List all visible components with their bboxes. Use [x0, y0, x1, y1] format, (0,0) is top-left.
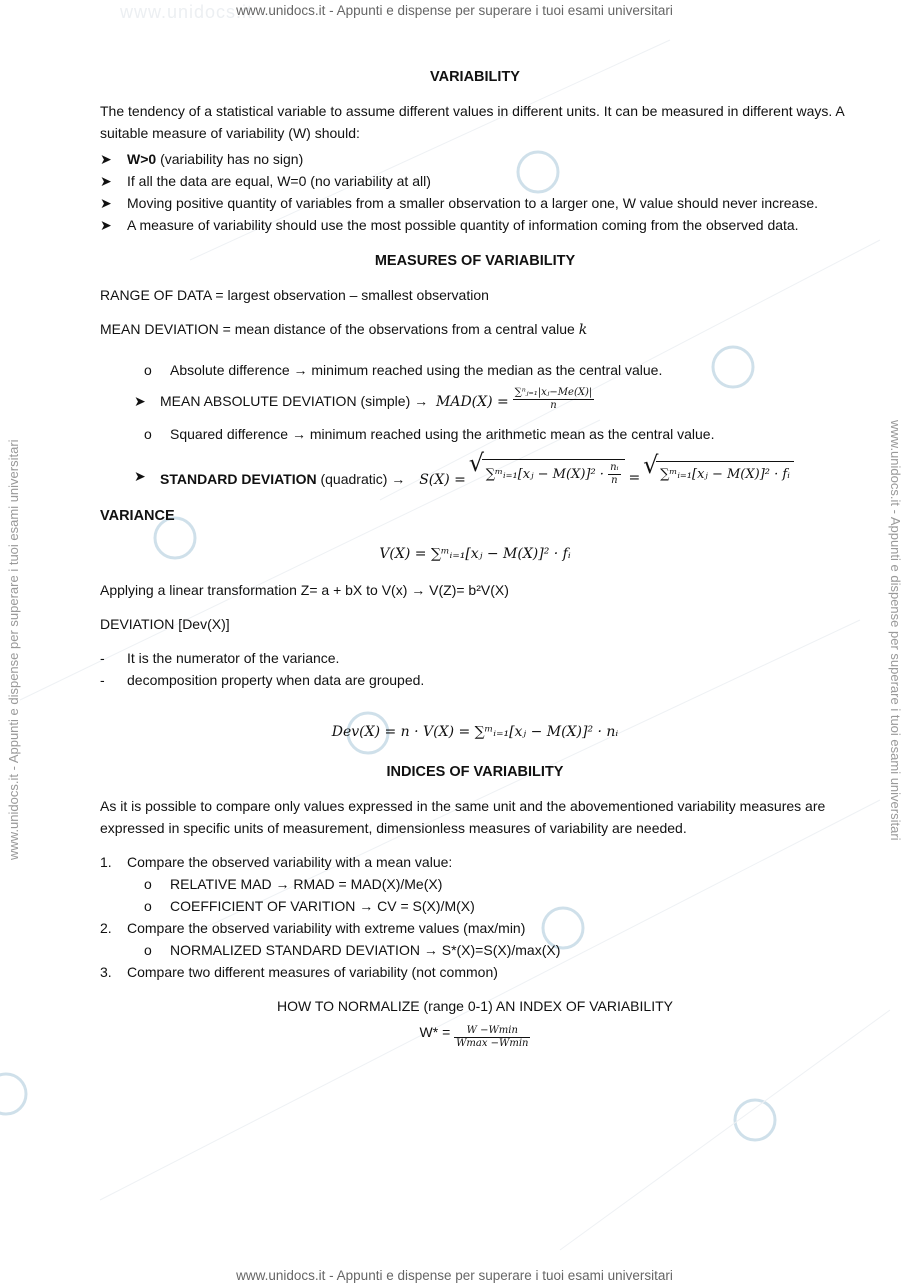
list-item-text: RELATIVE MAD → RMAD = MAD(X)/Me(X)	[170, 876, 443, 892]
circle-bullet-icon: o	[144, 942, 152, 958]
mean-deviation-definition	[100, 318, 850, 341]
normalize-denominator: Wmax −Wmin	[456, 1038, 529, 1049]
range-definition: RANGE OF DATA = largest observation – smallest observation	[100, 287, 489, 303]
arrowhead-bullet-icon: ➤	[134, 468, 146, 484]
sd-equals: =	[628, 470, 641, 486]
squared-difference-item	[100, 423, 850, 445]
sd-label: (quadratic) →	[316, 471, 406, 487]
list-item	[100, 192, 850, 214]
arrowhead-bullet-icon: ➤	[100, 217, 112, 233]
sd-frac-numerator: nᵢ	[610, 462, 619, 473]
list-item-text: decomposition property when data are grouped.	[127, 672, 425, 688]
list-item	[100, 961, 850, 983]
list-item-text: Compare two different measures of variability (not common)	[127, 964, 498, 980]
sd-root-2: √ ∑ᵐᵢ₌₁[xⱼ − M(X)]² · fᵢ	[656, 461, 794, 486]
list-item	[100, 851, 850, 873]
dash-bullet-icon: -	[100, 672, 105, 688]
watermark-bottom: www.unidocs.it - Appunti e dispense per superare i tuoi esami universitari	[236, 1268, 673, 1283]
list-item-text: (variability has no sign)	[156, 151, 304, 167]
absolute-difference-text: Absolute difference → minimum reached using the median as the central value.	[170, 362, 663, 378]
list-item-text: Compare the observed variability with a mean value:	[127, 854, 453, 870]
list-number: 1.	[100, 854, 112, 870]
sd-label-bold: STANDARD DEVIATION	[160, 471, 317, 487]
section-title-measures: MEASURES OF VARIABILITY	[374, 253, 576, 269]
mean-deviation-k: k	[578, 322, 588, 338]
squared-difference-text: Squared difference → minimum reached using the arithmetic mean as the central value.	[170, 426, 715, 442]
list-item	[100, 939, 850, 961]
mad-formula-fraction	[513, 387, 595, 412]
sd-formula-lhs: S(X) =	[419, 472, 466, 488]
normalize-title: HOW TO NORMALIZE (range 0-1) AN INDEX OF VARIABILITY	[277, 998, 673, 1014]
absolute-difference-item	[100, 359, 850, 381]
mad-denominator: n	[550, 400, 557, 411]
arrowhead-bullet-icon: ➤	[100, 173, 112, 189]
list-number: 2.	[100, 920, 112, 936]
circle-bullet-icon: o	[144, 876, 152, 892]
linear-transformation: Applying a linear transformation Z= a + bX to V(x) → V(Z)= b²V(X)	[100, 582, 509, 598]
standard-deviation-item	[100, 459, 850, 491]
document-body	[100, 66, 850, 1050]
list-item	[100, 873, 850, 895]
watermark-ghost: www.unidocs.it	[120, 2, 254, 22]
watermark-right: www.unidocs.it - Appunti e dispense per superare i tuoi esami universitari	[888, 420, 903, 841]
list-item	[100, 895, 850, 917]
watermark-left: www.unidocs.it - Appunti e dispense per superare i tuoi esami universitari	[6, 439, 21, 860]
deviation-list	[100, 647, 850, 691]
dash-bullet-icon: -	[100, 650, 105, 666]
intro-paragraph: The tendency of a statistical variable to assume different values in different units. It can be measured in different ways. A suitable measure of variability (W) should:	[100, 103, 844, 141]
arrowhead-bullet-icon: ➤	[134, 393, 146, 409]
list-item-text: If all the data are equal, W=0 (no variability at all)	[127, 173, 431, 189]
mad-formula-lhs: MAD(X) =	[436, 394, 509, 411]
list-item	[100, 669, 850, 691]
list-item-text: NORMALIZED STANDARD DEVIATION → S*(X)=S(X)/max(X)	[170, 942, 561, 958]
section-title-indices: INDICES OF VARIABILITY	[386, 764, 564, 780]
normalize-numerator: W −Wmin	[454, 1025, 530, 1038]
mad-item	[100, 387, 850, 415]
deviation-title: DEVIATION [Dev(X)]	[100, 616, 230, 632]
sd-root-1-text: ∑ᵐᵢ₌₁[xⱼ − M(X)]² ·	[485, 467, 604, 482]
sd-frac-denominator: n	[611, 475, 618, 486]
list-number: 3.	[100, 964, 112, 980]
section-title-variability: VARIABILITY	[430, 69, 520, 85]
sd-root-1	[482, 459, 625, 487]
list-item	[100, 917, 850, 939]
list-item-text: Moving positive quantity of variables from a smaller observation to a larger one, W value should never increase.	[127, 195, 819, 211]
arrowhead-bullet-icon: ➤	[100, 151, 112, 167]
list-item-text: Compare the observed variability with extreme values (max/min)	[127, 920, 526, 936]
variance-formula: V(X) = ∑ᵐᵢ₌₁[xⱼ − M(X)]² · fᵢ	[379, 546, 571, 562]
mad-label: MEAN ABSOLUTE DEVIATION (simple) →	[160, 393, 429, 410]
mean-deviation-text: MEAN DEVIATION = mean distance of the observations from a central value	[100, 321, 575, 337]
circle-bullet-icon: o	[144, 362, 152, 378]
properties-list	[100, 148, 850, 236]
unidocs-logo-icon	[735, 1100, 775, 1140]
circle-bullet-icon: o	[144, 426, 152, 442]
list-item	[100, 647, 850, 669]
sd-root-1-fraction	[608, 462, 620, 487]
normalize-lhs: W* =	[419, 1024, 451, 1041]
circle-bullet-icon: o	[144, 898, 152, 914]
normalize-formula	[100, 1025, 850, 1050]
indices-intro: As it is possible to compare only values expressed in the same unit and the abovementioned variability measures are expressed in specific units of measurement, dimensionless measures of variability are needed.	[100, 798, 826, 836]
indices-list	[100, 851, 850, 983]
list-item	[100, 214, 850, 236]
mad-numerator: ∑ⁿⱼ₌₁|xⱼ−Me(X)|	[514, 387, 593, 398]
deviation-formula: Dev(X) = n · V(X) = ∑ᵐᵢ₌₁[xⱼ − M(X)]² · nᵢ	[331, 724, 619, 740]
arrowhead-bullet-icon: ➤	[100, 195, 112, 211]
list-item	[100, 170, 850, 192]
list-item-bold: W>0	[127, 151, 157, 167]
list-item-text: COEFFICIENT OF VARITION → CV = S(X)/M(X)	[170, 898, 475, 914]
watermark-top: www.unidocs.it - Appunti e dispense per superare i tuoi esami universitari	[236, 3, 673, 18]
list-item-text: A measure of variability should use the most possible quantity of information coming from the observed data.	[127, 217, 799, 233]
normalize-fraction	[454, 1025, 530, 1050]
list-item	[100, 148, 850, 170]
list-item-text: It is the numerator of the variance.	[127, 650, 340, 666]
section-title-variance: VARIANCE	[100, 508, 175, 524]
unidocs-logo-icon	[0, 1074, 26, 1114]
